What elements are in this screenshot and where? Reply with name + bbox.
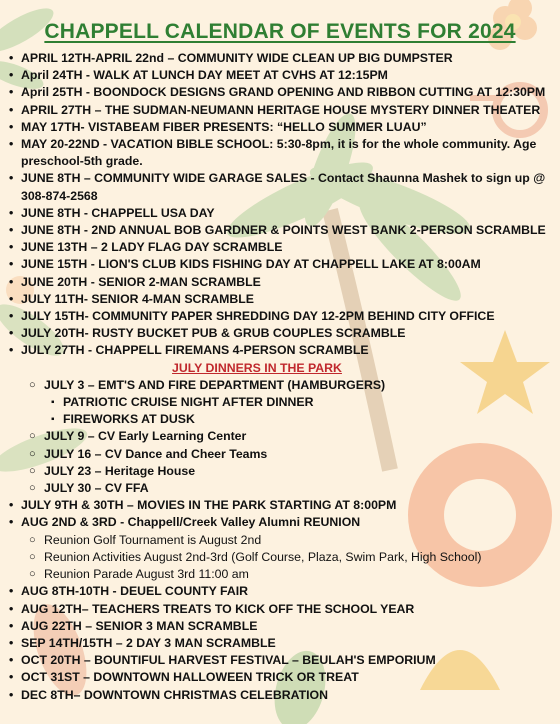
reunion-item: ○ Reunion Activities August 2nd-3rd (Golf Course, Plaza, Swim Park, High School): [7, 549, 547, 566]
reunion-item: ○ Reunion Golf Tournament is August 2nd: [7, 532, 547, 549]
list-item: • AUG 8TH-10TH - DEUEL COUNTY FAIR: [7, 583, 547, 600]
list-item: • JULY 15TH- COMMUNITY PAPER SHREDDING DAY 12-2PM BEHIND CITY OFFICE: [7, 308, 547, 325]
list-item: • AUG 2ND & 3RD - Chappell/Creek Valley Alumni REUNION: [7, 514, 547, 531]
dinner-item: ○ JULY 16 – CV Dance and Cheer Teams: [7, 446, 547, 463]
list-item: • JUNE 20TH - SENIOR 2-MAN SCRAMBLE: [7, 274, 547, 291]
reunion-item: ○ Reunion Parade August 3rd 11:00 am: [7, 566, 547, 583]
list-item: • MAY 20-22ND - VACATION BIBLE SCHOOL: 5:30-8pm, it is for the whole community. Age preschool-5th grade.: [7, 136, 547, 170]
list-item: • JULY 20TH- RUSTY BUCKET PUB & GRUB COUPLES SCRAMBLE: [7, 325, 547, 342]
events-list: [7, 50, 547, 704]
list-item: • OCT 20TH – BOUNTIFUL HARVEST FESTIVAL – BEULAH'S EMPORIUM: [7, 652, 547, 669]
page-title: CHAPPELL CALENDAR OF EVENTS FOR 2024: [44, 20, 516, 43]
list-item: • JUNE 8TH - 2ND ANNUAL BOB GARDNER & POINTS WEST BANK 2-PERSON SCRAMBLE: [7, 222, 547, 239]
list-item: • DEC 8TH– DOWNTOWN CHRISTMAS CELEBRATION: [7, 687, 547, 704]
list-item: • APRIL 27TH – THE SUDMAN-NEUMANN HERITAGE HOUSE MYSTERY DINNER THEATER: [7, 102, 547, 119]
dinner-item: ○ JULY 9 – CV Early Learning Center: [7, 428, 547, 445]
dinner-item: ○ JULY 30 – CV FFA: [7, 480, 547, 497]
list-item: • MAY 17TH- VISTABEAM FIBER PRESENTS: “HELLO SUMMER LUAU”: [7, 119, 547, 136]
list-item: • AUG 12TH– TEACHERS TREATS TO KICK OFF THE SCHOOL YEAR: [7, 601, 547, 618]
dinner-sub-item: ▪ FIREWORKS AT DUSK: [7, 411, 547, 428]
list-item: • JUNE 8TH - CHAPPELL USA DAY: [7, 205, 547, 222]
dinner-item: ○ JULY 3 – EMT'S AND FIRE DEPARTMENT (HAMBURGERS): [7, 377, 547, 394]
list-item: • SEP 14TH/15TH – 2 DAY 3 MAN SCRAMBLE: [7, 635, 547, 652]
list-item: • JULY 11TH- SENIOR 4-MAN SCRAMBLE: [7, 291, 547, 308]
list-item: • April 25TH - BOONDOCK DESIGNS GRAND OPENING AND RIBBON CUTTING AT 12:30PM: [7, 84, 547, 101]
list-item: • APRIL 12TH-APRIL 22nd – COMMUNITY WIDE CLEAN UP BIG DUMPSTER: [7, 50, 547, 67]
list-item: • OCT 31ST – DOWNTOWN HALLOWEEN TRICK OR TREAT: [7, 669, 547, 686]
list-item: • JUNE 8TH – COMMUNITY WIDE GARAGE SALES - Contact Shaunna Mashek to sign up @ 308-874-2568: [7, 170, 547, 204]
list-item: • JULY 27TH - CHAPPELL FIREMANS 4-PERSON SCRAMBLE: [7, 342, 547, 359]
list-item: • JULY 9TH & 30TH – MOVIES IN THE PARK STARTING AT 8:00PM: [7, 497, 547, 514]
list-item: • April 24TH - WALK AT LUNCH DAY MEET AT CVHS AT 12:15PM: [7, 67, 547, 84]
list-item: • AUG 22TH – SENIOR 3 MAN SCRAMBLE: [7, 618, 547, 635]
list-item: • JUNE 13TH – 2 LADY FLAG DAY SCRAMBLE: [7, 239, 547, 256]
dinner-sub-item: ▪ PATRIOTIC CRUISE NIGHT AFTER DINNER: [7, 394, 547, 411]
list-item: • JUNE 15TH - LION'S CLUB KIDS FISHING DAY AT CHAPPELL LAKE AT 8:00AM: [7, 256, 547, 273]
dinners-heading: JULY DINNERS IN THE PARK: [172, 360, 342, 375]
dinner-item: ○ JULY 23 – Heritage House: [7, 463, 547, 480]
